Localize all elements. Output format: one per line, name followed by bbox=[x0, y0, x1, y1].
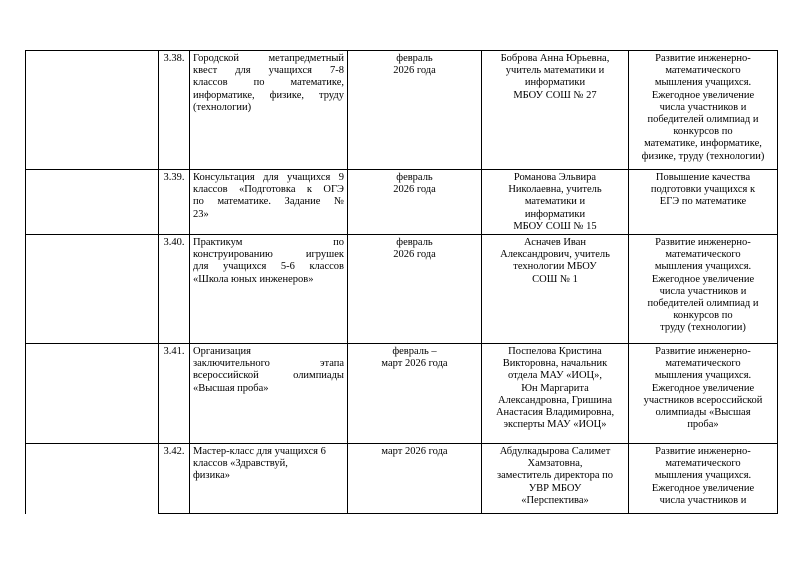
responsible-line: Николаевна, учитель bbox=[508, 184, 602, 196]
responsible-line: информатики bbox=[524, 208, 586, 220]
table-row bbox=[26, 170, 778, 235]
result-line: Повышение качества bbox=[655, 172, 751, 183]
event-name-line: Организация bbox=[193, 346, 251, 358]
event-name-line: классов «Здравствуй, bbox=[193, 458, 288, 470]
result-line: мышления учащихся. bbox=[654, 77, 752, 89]
responsible-line: МБОУ СОШ № 27 bbox=[513, 89, 597, 101]
table-row bbox=[26, 235, 778, 344]
event-result bbox=[629, 344, 778, 444]
result-line: мышления учащихся. bbox=[654, 261, 752, 273]
event-name-line: квест для учащихся 7-8 bbox=[193, 65, 344, 77]
result-line: числа участников и bbox=[659, 285, 747, 297]
blank-cell bbox=[26, 344, 159, 444]
event-result bbox=[629, 51, 778, 170]
responsible-line: Александровна, Гришина bbox=[498, 394, 612, 406]
blank-cell bbox=[26, 170, 159, 235]
row-number: 3.39. bbox=[159, 170, 190, 235]
responsible-line: Абдулкадырова Салимет bbox=[499, 446, 611, 458]
result-line: победителей олимпиад и bbox=[647, 298, 759, 310]
result-line: математике, информатике, bbox=[644, 138, 762, 150]
responsible-line: Юн Маргарита bbox=[521, 382, 589, 394]
event-name-line: классов «Подготовка к ОГЭ bbox=[193, 184, 344, 196]
result-line: математического bbox=[665, 249, 741, 261]
responsible-line: Александрович, учитель bbox=[500, 249, 610, 261]
responsible-line: технологии МБОУ bbox=[513, 261, 597, 273]
event-responsible bbox=[482, 51, 629, 170]
row-number: 3.41. bbox=[159, 344, 190, 444]
event-name-line: (технологии) bbox=[193, 101, 252, 113]
result-line: подготовки учащихся к bbox=[650, 184, 756, 196]
event-date-line: март 2026 года bbox=[381, 446, 448, 458]
event-result bbox=[629, 444, 778, 514]
responsible-line: информатики bbox=[524, 77, 586, 89]
event-responsible bbox=[482, 170, 629, 235]
event-date-line: март 2026 года bbox=[381, 358, 448, 370]
result-line: Развитие инженерно- bbox=[655, 446, 751, 458]
events-table-body bbox=[26, 51, 778, 514]
responsible-line: Романова Эльвира bbox=[513, 172, 597, 183]
responsible-line: Викторовна, начальник bbox=[502, 358, 608, 370]
event-date bbox=[348, 235, 482, 344]
responsible-line: Боброва Анна Юрьевна, bbox=[500, 53, 610, 64]
event-name bbox=[190, 51, 348, 170]
event-name-line: «Школа юных инженеров» bbox=[193, 273, 314, 285]
event-date-line: 2026 года bbox=[393, 249, 436, 261]
result-line: числа участников и bbox=[659, 101, 747, 113]
event-date-line: февраль bbox=[396, 237, 433, 249]
blank-cell bbox=[26, 235, 159, 344]
event-name bbox=[190, 235, 348, 344]
blank-cell bbox=[26, 51, 159, 170]
event-name-line: заключительного этапа bbox=[193, 358, 344, 370]
result-line: математического bbox=[665, 458, 741, 470]
event-name-line: Мастер-класс для учащихся 6 bbox=[193, 446, 326, 458]
table-row bbox=[26, 344, 778, 444]
result-line: проба» bbox=[687, 419, 719, 431]
result-line: Ежегодное увеличение bbox=[651, 273, 755, 285]
result-line: конкурсов по bbox=[673, 126, 733, 138]
result-line: Ежегодное увеличение bbox=[651, 482, 755, 494]
events-table bbox=[25, 50, 778, 514]
event-name-line: для учащихся 5-6 классов bbox=[193, 261, 344, 273]
event-name bbox=[190, 444, 348, 514]
event-date-line: 2026 года bbox=[393, 184, 436, 196]
event-date bbox=[348, 444, 482, 514]
responsible-line: Анастасия Владимировна, bbox=[495, 407, 615, 419]
table-row bbox=[26, 444, 778, 514]
event-name-line: всероссийской олимпиады bbox=[193, 370, 344, 382]
result-line: физике, труду (технологии) bbox=[641, 150, 765, 162]
responsible-line: отдела МАУ «ИОЦ», bbox=[507, 370, 603, 382]
event-date-line: февраль – bbox=[392, 346, 437, 358]
event-date-line: февраль bbox=[396, 53, 433, 64]
event-name-line: Консультация для учащихся 9 bbox=[193, 172, 344, 183]
event-date bbox=[348, 344, 482, 444]
result-line: Развитие инженерно- bbox=[655, 237, 751, 249]
result-line: конкурсов по bbox=[673, 310, 733, 322]
row-number: 3.38. bbox=[159, 51, 190, 170]
event-date bbox=[348, 170, 482, 235]
event-date-line: февраль bbox=[396, 172, 433, 183]
event-responsible bbox=[482, 444, 629, 514]
responsible-line: Хамзатовна, bbox=[527, 458, 583, 470]
event-responsible bbox=[482, 235, 629, 344]
result-line: ЕГЭ по математике bbox=[659, 196, 747, 208]
event-name-line: по математике. Задание № bbox=[193, 196, 344, 208]
event-name-line: Практикум по bbox=[193, 237, 344, 249]
result-line: труду (технологии) bbox=[660, 322, 746, 334]
result-line: математического bbox=[665, 65, 741, 77]
event-result bbox=[629, 170, 778, 235]
result-line: участников всероссийской bbox=[643, 394, 763, 406]
event-name-line: «Высшая проба» bbox=[193, 382, 269, 394]
event-name bbox=[190, 170, 348, 235]
responsible-line: УВР МБОУ bbox=[528, 482, 582, 494]
result-line: математического bbox=[665, 358, 741, 370]
event-responsible bbox=[482, 344, 629, 444]
result-line: Развитие инженерно- bbox=[655, 346, 751, 358]
event-date bbox=[348, 51, 482, 170]
result-line: мышления учащихся. bbox=[654, 470, 752, 482]
result-line: победителей олимпиад и bbox=[647, 114, 759, 126]
responsible-line: математики и bbox=[524, 196, 586, 208]
responsible-line: учитель математики и bbox=[505, 65, 605, 77]
table-row bbox=[26, 51, 778, 170]
responsible-line: Поспелова Кристина bbox=[508, 346, 602, 358]
row-number: 3.42. bbox=[159, 444, 190, 514]
event-result bbox=[629, 235, 778, 344]
result-line: Развитие инженерно- bbox=[655, 53, 751, 64]
blank-cell bbox=[26, 444, 159, 514]
result-line: числа участников и bbox=[659, 494, 747, 506]
responsible-line: заместитель директора по bbox=[496, 470, 614, 482]
responsible-line: Асначев Иван bbox=[523, 237, 587, 249]
responsible-line: эксперты МАУ «ИОЦ» bbox=[503, 419, 607, 431]
result-line: Ежегодное увеличение bbox=[651, 89, 755, 101]
row-number: 3.40. bbox=[159, 235, 190, 344]
event-name-line: 23» bbox=[193, 208, 209, 220]
result-line: мышления учащихся. bbox=[654, 370, 752, 382]
event-name bbox=[190, 344, 348, 444]
responsible-line: СОШ № 1 bbox=[532, 273, 578, 285]
responsible-line: «Перспектива» bbox=[521, 494, 589, 506]
event-name-line: классов по математике, bbox=[193, 77, 344, 89]
responsible-line: МБОУ СОШ № 15 bbox=[513, 220, 597, 232]
result-line: олимпиады «Высшая bbox=[655, 407, 751, 419]
event-name-line: информатике, физике, труду bbox=[193, 89, 344, 101]
event-name-line: конструированию игрушек bbox=[193, 249, 344, 261]
event-date-line: 2026 года bbox=[393, 65, 436, 77]
event-name-line: Городской метапредметный bbox=[193, 53, 344, 64]
result-line: Ежегодное увеличение bbox=[651, 382, 755, 394]
event-name-line: физика» bbox=[193, 470, 231, 482]
